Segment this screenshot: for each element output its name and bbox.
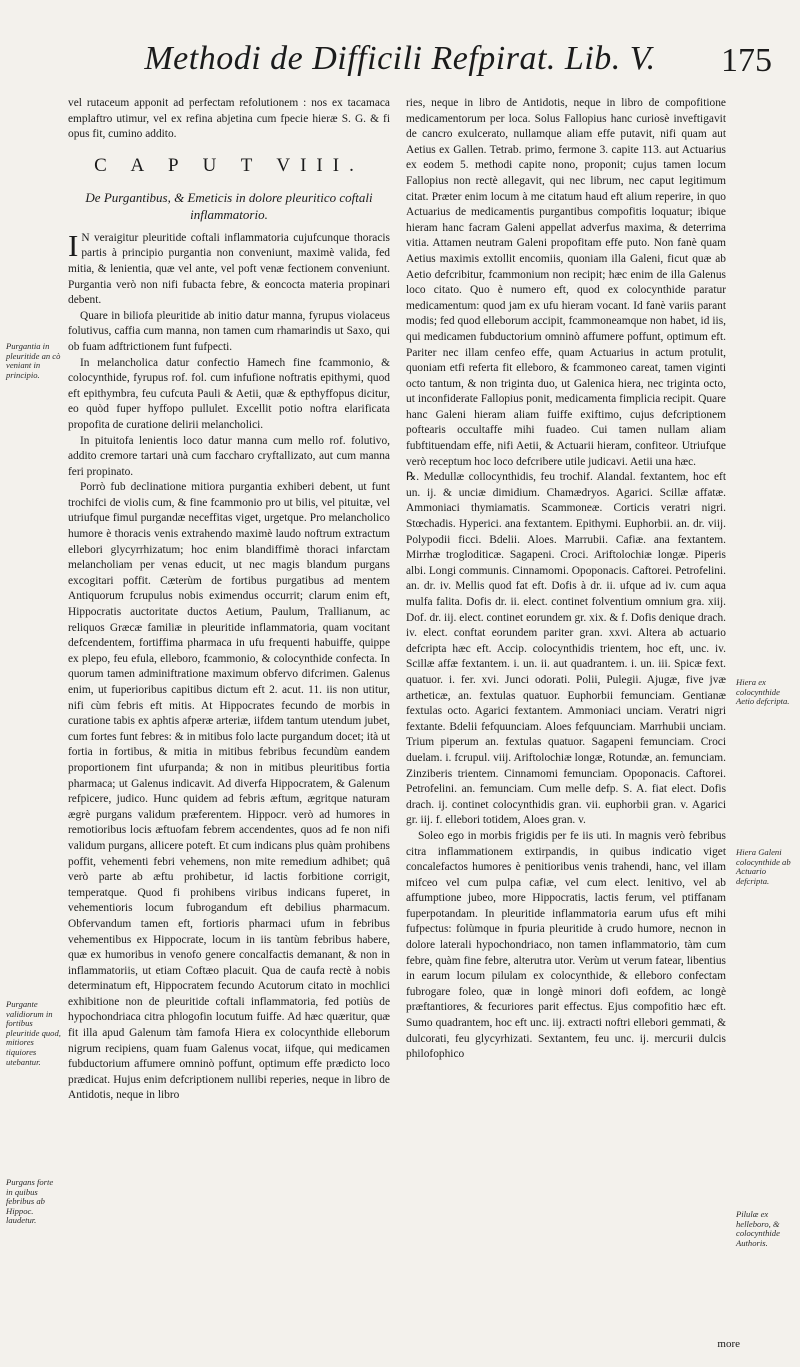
paragraph: IN veraigitur pleuritide coftali inflammatoria cujufcunque thoracis partis à principio purgantia non conveniunt, maximè valida, fed mitia, & lenientia, quæ vel ante, vel poft venæ fectionem conveniunt. Purgantia verò non nifi fubacta febre, & eoncocta materia propinari debent. (68, 227, 390, 307)
margin-note: Hiera ex colocynthide Aetio defcripta. (736, 677, 790, 707)
left-column (68, 96, 390, 1104)
chapter-title: De Purgantibus, & Emeticis in dolore pleuritico coftali inflammatorio. (85, 189, 373, 222)
paragraph: Soleo ego in morbis frigidis per fe iis uti. In magnis verò febribus citra inflammationem extirpandis, in quibus indicatio viget concalefactos humores è penitioribus venis trahendi, hanc, vel illam mifceo vel cum pulpa cafiæ, vel cum elect. lenitivo, vel ab affumptione jubeo, more Hippocratis, lactis ferum, vel ptiffanam fuperpotandam. In pleuritide inflammatoria earum ufus eft mihi fufpectus: folùmque in fpuria pleuritide à crudo humore, necnon in dolore laterali hypochondriaco, non tamen inflammatorio, tàm cum febre, quàm fine febre, alterutra utor. Verùm ut verum fatear, libentius in earum locum pilulam ex colocynthide, & elleboro confectam fubrogare foleo, quæ in longè minori dofi eofdem, ac longè præftantiores, & fecuriores parit effectus. Ejus compofitio hæc eft. Sumo quadrantem, hoc eft unc. iij. extracti noftri ellebori gemmati, & dulcorati, feu glycyrhizati. Sextantem, feu unc. ij. mercurii dulcis philofophico (406, 829, 726, 1061)
page-number: 175 (721, 42, 772, 79)
running-head (0, 30, 800, 82)
paragraph: Porrò fub declinatione mitiora purgantia exhiberi debent, ut funt trochifci de violis cum, & fine fcammonio pro ut bilis, vel pituitæ, vel utriufque fimul purgandæ neceffitas viget, urgetque. Pro melancholico humore è thoracis venis extrahendo maximè laudo noftrum extractum ellebori glycyrrhizatum; hoc enim blandiffimè thoraci infarctam melancholiam per venas educit, ut nec magis blandum purgans excogitari poffit. Cæterùm de fortibus purgatibus ad mentem Antiquorum fcrupulus nobis eximendus occurrit; clarum enim eft, Hippocratis auctoritate ductos Aetium, Paulum, Trallianum, ac reliquos Græcæ familiæ in pleuritide inflammatoria, quam vocitant defcendentem, fortiffima pharmaca in ufu frequenti habuiffe, quippe ex plepo, feu efula, elleboro, fcammonio, & colocynthide confecta. In quorum tamen adminiftratione maximum obfervo difcrimen. Galenus enim, ut fuperioribus capitibus dictum eft 2. acut. 11. iis non utitur, nifi cùm febris eft mitis. At Hippocrates fecundo de morbis in curatione tabis ex aphtis afperæ arteriæ, iifdem tantum utendum jubet, cum fortes funt febres: & in mitibus folo lacte purgandum docet; ità ut fortia in fortibus, & mitia in mitibus febribus fecundùm eandem proportionem fint ufurpanda; & non in mitibus pleuritibus fortia pharmaca; ut Galenus indicavit. Ad diverfa Hippocratem, & Galenum refpicere, judico. Hunc quidem ad febris æftum, ægritque naturam ægrè purgans validum præferentem. Hippocr. verò ad humores in remotioribus locis æftuofam febrem accendentes, quos ad fe non nifi validum purgans, allicere poteft. Et cum indicans plus quàm prohibens poffit, vehementi febri vehemens, non mite remedium adhibet; quâ verò parte ab æftu prohibetur, id lactis forbitione corrigit, temperatque. Quod fi prohibens viribus indicans fuperet, in vehementioris locum fubrogandum eft debilius pharmacum. Obfervandum tamen eft, fortioris pharmaci ufum in febribus vehementibus ex Hippocrate, locum in iis tantùm febribus habere, quæ ex humoribus in venofo genere concalfactis demanant, & non in inflammatoriis, ut etiam Coftæo placuit. Qua de caufa rectè à nobis determinatum eft, Hippocratem fecundo Acutorum citato in mochlici exhibitione non de pleuritide coftali inflammatoria, fed potiùs de hypochondriaca citra phlogofin locutum fuiffe. Ad hæc quæritur, quæ fit illa apud Galenum tàm famofa Hiera ex colocynthide elleborum nigrum recipiens, quam fuam Galenus vocat, iifque, qui medicamen fubductorium affumere omninò poffunt, optimum effe prædicto loco prædicat. Hujus enim defcriptionem nullibi reperies, neque in libro de Antidotis, neque in libro (68, 481, 390, 1102)
paragraph: Quare in biliofa pleuritide ab initio datur manna, fyrupus violaceus folutivus, caffia cum manna, non tamen cum rhamarindis ut Saxo, qui ob fuam adftrictionem funt fufpecti. (68, 309, 390, 353)
margin-note: Purgante validiorum in fortibus pleuritide quod, mitiores tiquiores utebantur. (6, 999, 61, 1067)
paragraph: ries, neque in libro de Antidotis, neque in libro de compofitione medicamentorum per loca. Solus Fallopius hanc curiosè inveftigavit de cancro exulcerato, nullamque aliam effe putavit, nifi quam aut Aetius ex Gallen. Tetrab. primo, fermone 3. capite 113. aut Actuarius ex eodem 5. methodi capite nono, proponit; cujus tamen locum Fallopius non rectè allegavit, qui nec librum, nec caput legitimum citat. Præter enim locum à me citatum haud eft alium reperire, in quo Actuarius de medicamentis purgantibus compofitis loquatur; ibique hieram hanc facram Galeni appellat adverfus maxima, & deterrima vitia. Attamen neutram Galeni propofitam effe puto. Non fanè quam Aetius maximis extollit encomiis, quoniam illa Galeni, ficut quæ ab Aetio defcribitur, fcammonium non recipit; hæc enim de illa Galenus loco citato. Quo è numero eft, quod ex colocynthide paratur medicamentum: quod jam ex ufu hieram vocant. Id fanè variis parant modis; fed quod elleborum accipit, fcammoneamque non habet, id iis, qui medicamen fubductorium omninò affumere poffunt, optimum eft. Pariter nec illam cenfeo effe, quam Actuarius in actum protulit, quoniam etfi referta fit elleboro, & fcammoneo careat, tamen viginti octo tantum, & non triginta duo, ut Galenica hiera, nec triginta octo, ut inconfiderate Fallopius ponit, medicamenta fimplicia recipit. Quare hanc Galeni hieram aliam fuiffe exiftimo, cujus defcriptionem poftearis occultaffe mihi fuadeo. Cui tamen nullam aliam fubftituendam effe, nifi Aetii, & Actuarii hieram, confiteor. Utriufque verò receptum hoc loco defcribere utile judicavi. Aetii una hæc. (406, 97, 726, 468)
recipe: ℞. Medullæ collocynthidis, feu trochif. Alandal. fextantem, hoc eft un. ij. & unciæ dimidium. Chamædryos. Agarici. Scillæ affatæ. Ammoniaci thymiamatis. Scammoneæ. Corticis veratri nigri. Stœchadis. Hyperici. ana fextantem. Epithymi. Euphorbii. an. dr. viij. Polypodii ficci. Bdelii. Aloes. Marrubii. Cafiæ. ana fextantem. Mirrhæ trogloditicæ. Sagapeni. Croci. Ariftolochiæ longæ. Piperis albi. Longi communis. Cinnamomi. Opoponacis. Caftorei. Petrofelini. an. dr. iv. Mellis quod fat eft. Dofis à dr. ii. ufque ad iv. cum aqua mulfa falita. Dofis dr. ii. elect. continet folventium omnium gra. xiij. Dof. dr. iij. elect. continet eorundem gr. xix. & f. Dofis denique drach. iv. elect. conftat eorundem pariter gran. xxvi. Altera ab actuario defcripta hæc eft. Accip. colocynthidis trientem, hoc eft, unc. iv. Scillæ affæ fextantem. i. un. ii. aut quadrantem. i. un. iii. Spicæ fext. quatuor. i. fer. xvi. Junci odorati. Polii, Pulegii. Ajugæ, five jvæ artheticæ, an. fextulas quatuor. Euphorbii femunciam. Gentianæ fextulas octo. Agarici fextantem. Ammoniaci unciam. Veratri nigri fextante. Bdelii fefquunciam. Aloes fefquunciam. Marrhubii unciam. Trium piperum an. fextulas quatuor. Sagapeni femunciam. Croci duelam. i. fcrupul. viij. Ariftolochiæ longæ, Rotundæ, an. femunciam. Zinziberis trientem. Cinnamomi femunciam. Opoponacis. Caftorei. Petrofelini. an. femunciam. Cum melle defp. S. A. fiat elect. Dofis drach. ij. continet colocynthidis gran. vii. euphorbii gran. v. Agarici gr. iij. f. ellebori totidem, Aloes gran. v. (406, 471, 726, 827)
right-column (406, 96, 726, 1063)
chapter-heading (68, 155, 390, 223)
margin-note: Purgantia in pleuritide an cò veniant in principio. (6, 341, 61, 380)
margin-note: Purgans forte in quibus febribus ab Hippoc. laudetur. (6, 1177, 54, 1226)
catchword: more (717, 1338, 740, 1350)
running-title: Methodi de Difficili Refpirat. Lib. V. (144, 40, 656, 77)
margin-note: Pilulæ ex helleboro, & colocynthide Authoris. (736, 1209, 780, 1248)
paragraph: vel rutaceum apponit ad perfectam refolutionem : nos ex tacamaca emplaftro utimur, vel ex refina abjetina cum fpecie hieræ S. G. & fi opus fit, cumino addito. (68, 97, 390, 141)
chapter-label: C A P U T VIII. (94, 154, 364, 176)
margin-note: Hiera Galeni colocynthide ab Actuario defcripta. (736, 847, 791, 886)
paragraph: In pituitofa lenientis loco datur manna cum mello rof. folutivo, addito cremore tartari unà cum faccharo cryftallizato, aut cum manna feri propinato. (68, 434, 390, 478)
paragraph: In melancholica datur confectio Hamech fine fcammonio, & colocynthide, fyrupus rof. fol. cum infufione noftratis epithymi, quod eft epithymbra, feu cufcuta Pauli & Aetii, quæ & epthyffopus dicitur, eo quòd fuper hyffopo pullulet. Excellit potio noftra elarificata propofita de curatione delirii melancholici. (68, 356, 390, 431)
